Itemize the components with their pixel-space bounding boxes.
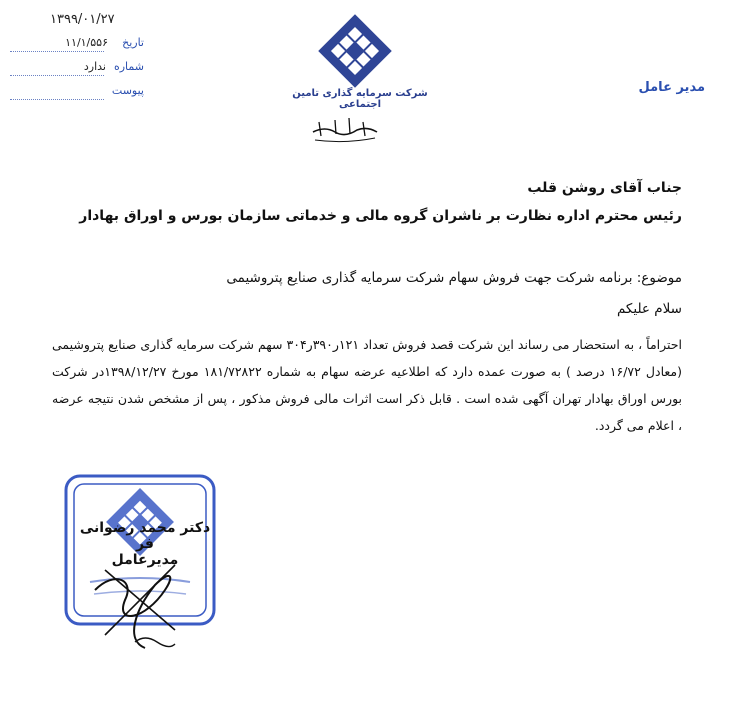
meta-number-label: شماره: [113, 60, 144, 73]
meta-attachment-label: پیوست: [111, 84, 144, 97]
recipient-name: جناب آقای روشن قلب: [527, 180, 682, 196]
recipient-title: رئیس محترم اداره نظارت بر ناشران گروه مالی و خدماتی سازمان بورس و اوراق بهادار: [79, 208, 682, 224]
company-logo-icon: [318, 14, 392, 88]
letter-body: [52, 331, 682, 439]
meta-attachment-row: [10, 84, 144, 102]
company-name: شرکت سرمایه گذاری تامین اجتماعی: [292, 88, 428, 110]
meta-dots: [10, 99, 104, 100]
meta-date-label: تاریخ: [122, 36, 144, 49]
meta-dots: [10, 51, 104, 52]
signatory-title: مدیرعامل: [111, 552, 179, 568]
meta-number-row: [10, 60, 144, 78]
letter-date-top: ۱۳۹۹/۰۱/۲۷: [50, 12, 115, 27]
meta-date-value: ۱۱/۱/۵۵۶: [65, 36, 108, 49]
body-paragraph: احتراماً ، به استحضار می رساند این شرکت قصد فروش تعداد ۱۲۱ر۳۹۰ر۳۰۴ سهم شرکت سرمایه گذاری صنایع پتروشیمی (معادل ۱۶/۷۲ درصد ) به صورت عمده دارد که اطلاعیه عرضه سهام به شماره ۱۸۱/۷۲۸۲۲ مورخ ۱۳۹۸/۱۲/۲۷در شرکت بورس اوراق بهادار تهران آگهی شده است . قابل ذکر است اثرات مالی فروش مذکور ، پس از مشخص شدن نتیجه عرضه ، اعلام می گردد.: [52, 337, 682, 433]
meta-dots: [10, 75, 104, 76]
letter-greeting: سلام علیکم: [616, 301, 682, 317]
position-label: مدیر عامل: [638, 80, 705, 95]
meta-number-value: ندارد: [83, 60, 106, 73]
basmala-calligraphy-icon: [305, 112, 385, 146]
letter-subject: موضوع: برنامه شرکت جهت فروش سهام شرکت سرمایه گذاری صنایع پتروشیمی: [226, 270, 682, 286]
handwritten-signature-icon: [75, 530, 195, 660]
signatory-name: دکتر محمد رضوانی فر: [79, 520, 211, 552]
meta-date-row: [10, 36, 144, 54]
